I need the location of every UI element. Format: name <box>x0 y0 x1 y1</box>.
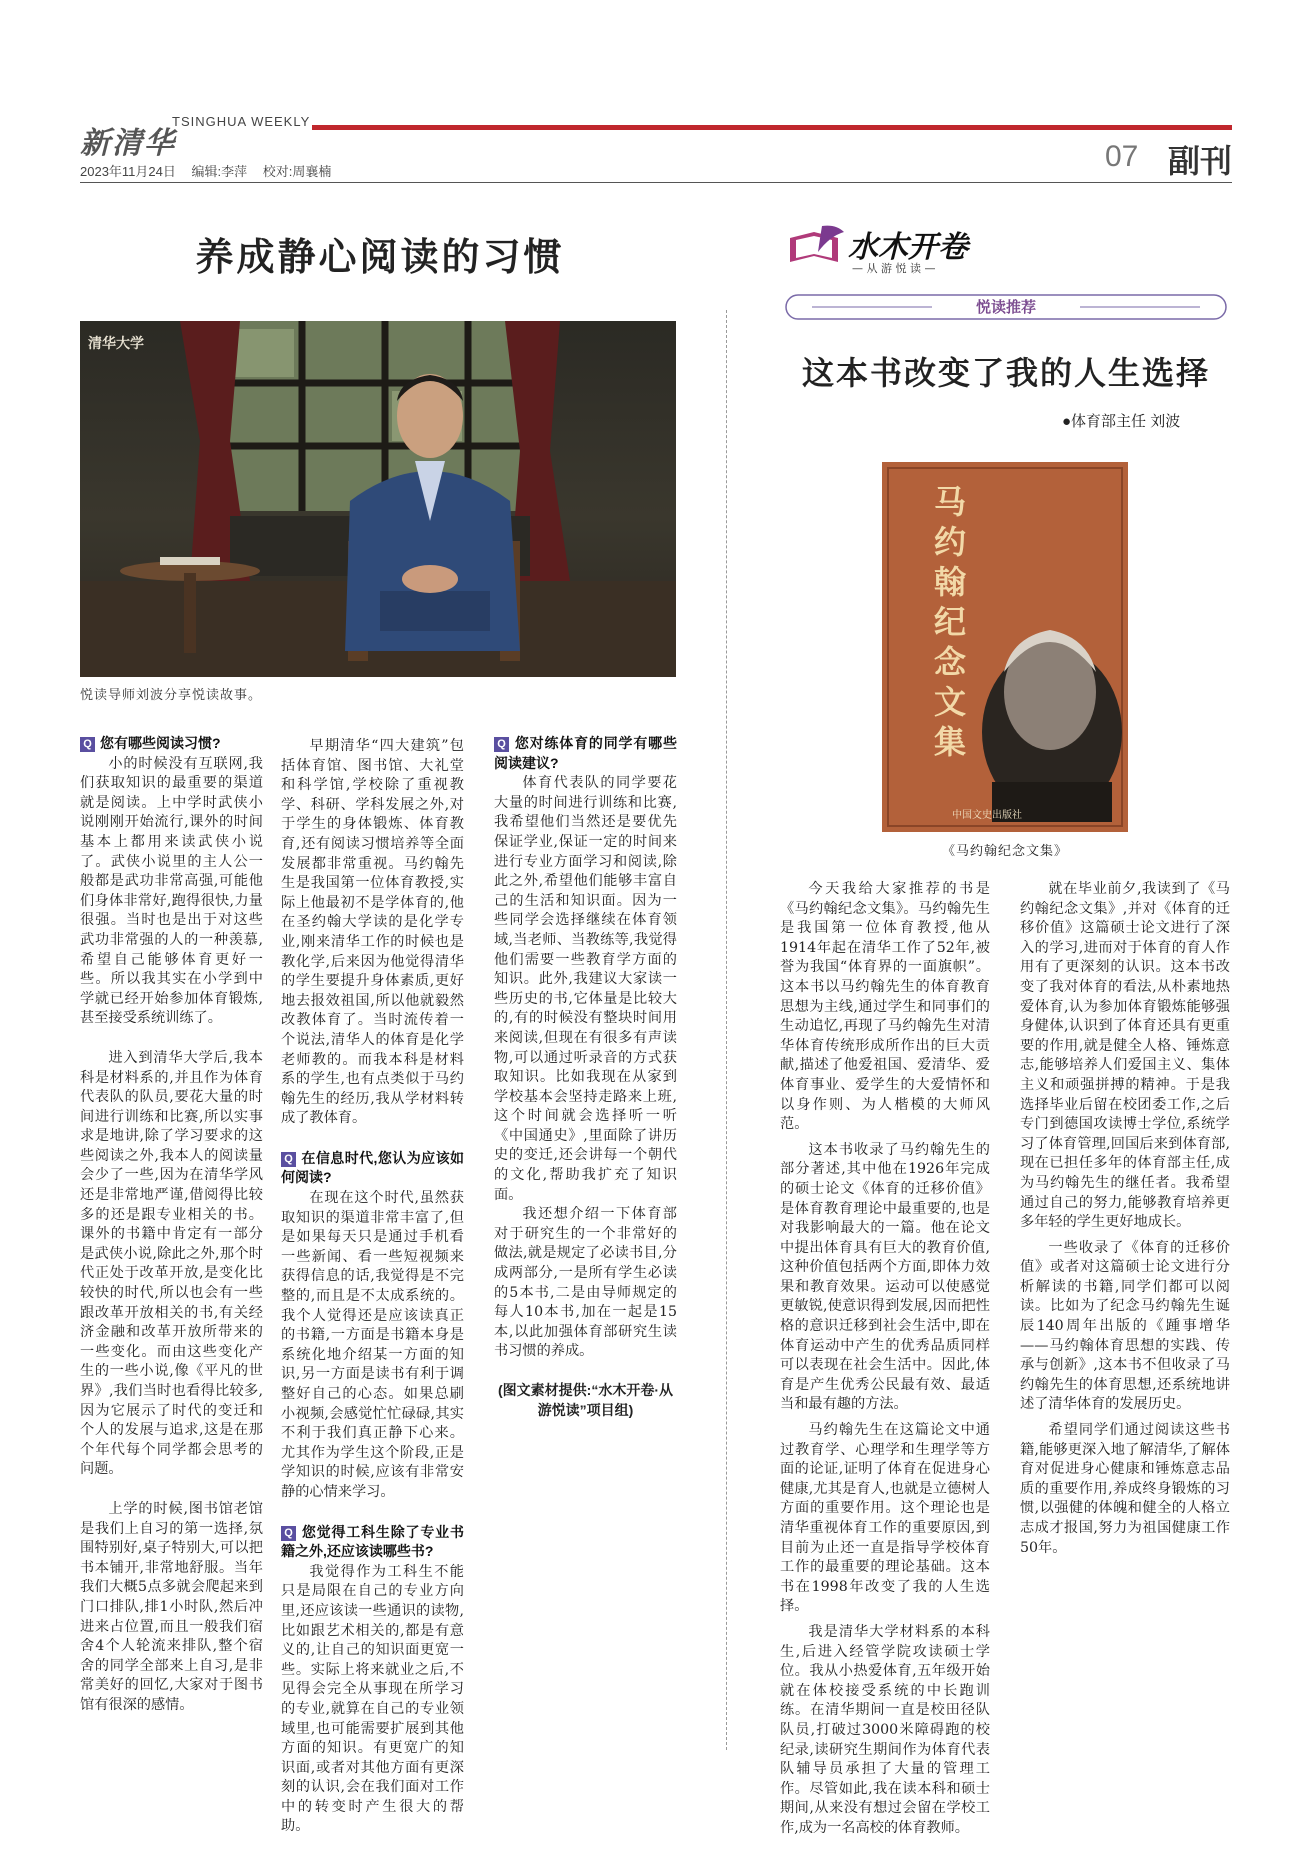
left-column-2 <box>281 734 464 1837</box>
question-heading <box>494 734 677 773</box>
issue-date: 2023年11月24日 <box>80 164 176 179</box>
question-icon: Q <box>494 737 509 752</box>
book-caption: 《马约翰纪念文集》 <box>941 844 1068 859</box>
question-text: 您对练体育的同学有哪些阅读建议? <box>494 735 677 771</box>
masthead-divider <box>80 182 1232 183</box>
photo-watermark: 清华大学 <box>88 336 144 352</box>
question-heading <box>80 734 263 754</box>
interview-photo-illustration <box>80 321 676 677</box>
right-column-2 <box>1020 880 1230 1558</box>
paragraph: 体育代表队的同学要花大量的时间进行训练和比赛,我希望他们当然还是要优先保证学业,保证一定的时间来进行专业方面学习和阅读,除此之外,希望他们能够丰富自己的生活和知识面。因为一些同学会选择继续在体育领域,当老师、当教练等,我觉得他们需要一些教育学方面的知识。此外,我建议大家读一些历史的书,它体量是比较大的,有的时候没有整块时间用来阅读,但现在有很多有声读物,可以通过听录音的方式获取知识。比如我现在从家到学校基本会坚持走路来上班,这个时间就会选择听一听《中国通史》,里面除了讲历史的变迁,还会讲每一个朝代的文化,帮助我扩充了知识面。 <box>494 775 677 1203</box>
question-heading <box>281 1149 464 1188</box>
question-heading <box>281 1523 464 1562</box>
image-credit: (图文素材提供:“水木开卷·从游悦读”项目组) <box>498 1382 673 1418</box>
question-text: 您觉得工科生除了专业书籍之外,还应该读哪些书? <box>281 1523 464 1560</box>
question-text: 您有哪些阅读习惯? <box>100 735 221 751</box>
paragraph: 这本书收录了马约翰先生的部分著述,其中他在1926年完成的硕士论文《体育的迁移价值》是体育教育理论中最重要的,也是对我影响最大的一篇。他在论文中提出体育具有巨大的教育价值,这种价值包括两个方面,即体力效果和教育效果。运动可以使感觉更敏锐,使意识得到发展,因而把性格的意识迁移到社会生活中,即在体育运动中产生的优秀品质同样可以表现在社会生活中。因此,体育是产生优秀公民最有效、最适当和最有趣的方法。 <box>780 1141 990 1413</box>
paragraph: 上学的时候,图书馆老馆是我们上自习的第一选择,氛围特别好,桌子特别大,可以把书本铺开,非常地舒服。当年我们大概5点多就会爬起来到门口排队,排1小时队,然后冲进来占位置,而且一般我们宿舍4个人轮流来排队,整个宿舍的同学全部来上自习,是非常美好的回忆,大家对于图书馆有很深的感情。 <box>80 1500 263 1713</box>
question-icon: Q <box>281 1526 296 1541</box>
book-cover <box>882 462 1128 832</box>
paragraph: 进入到清华大学后,我本科是材料系的,并且作为体育代表队的队员,要花大量的时间进行训练和比赛,所以实事求是地讲,除了学习要求的这些阅读之外,我本人的阅读量会少了一些,因为在清华学风还是非常地严谨,借阅得比较多的还是跟专业相关的书。课外的书籍中肯定有一部分是武侠小说,除此之外,那个时代正处于改革开放,是变化比较快的时代,所以也会有一些跟改革开放相关的书,有关经济金融和改革开放所带来的一些变化。而由这些变化产生的一些小说,像《平凡的世界》,我们当时也看得比较多,因为它展示了时代的变迁和个人的发展与追求,这是在那个年代每个同学都会思考的问题。 <box>80 1049 263 1478</box>
right-article-title: 这本书改变了我的人生选择 <box>801 354 1210 392</box>
brand-name: 水木开卷 <box>848 230 968 265</box>
byline: ●体育部主任 刘波 <box>1062 413 1181 430</box>
left-column-3 <box>494 734 677 1420</box>
column-divider <box>726 310 727 1750</box>
book-publisher: 中国文史出版社 <box>952 810 1022 821</box>
paragraph: 小的时候没有互联网,我们获取知识的最重要的渠道就是阅读。上中学时武侠小说刚刚开始流行,课外的时间基本上都用来读武侠小说了。武侠小说里的主人公一般都是武功非常高强,可能他们身体非常好,跑得很快,力量很强。当时也是出于对这些武功非常强的人的一种羡慕,希望自己能够体育更好一些。所以我其实在小学到中学就已经开始参加体育锻炼,甚至接受系统训练了。 <box>80 755 263 1027</box>
paragraph: 在现在这个时代,虽然获取知识的渠道非常丰富了,但是如果每天只是通过手机看一些新闻、看一些短视频来获得信息的话,我觉得是不完整的,而且是不太成系统的。我个人觉得还是应该读真正的书籍,一方面是书籍本身是系统化地介绍某一方面的知识,另一方面是读书有利于调整好自己的心态。如果总刷小视频,会感觉忙忙碌碌,其实不利于我们真正静下心来。尤其作为学生这个阶段,正是学知识的时候,应该有非常安静的心情来学习。 <box>281 1190 464 1500</box>
question-icon: Q <box>281 1152 296 1167</box>
page-number: 07 <box>1105 140 1139 173</box>
paragraph: 今天我给大家推荐的书是《马约翰纪念文集》。马约翰先生是我国第一位体育教授,他从1914年起在清华工作了52年,被誉为我国“体育界的一面旗帜”。这本书以马约翰先生的体育教育思想为主线,通过学生和同事们的生动追忆,再现了马约翰先生对清华体育传统形成所作出的巨大贡献,描述了他爱祖国、爱清华、爱体育事业、爱学生的大爱情怀和以身作则、为人楷模的大师风范。 <box>780 881 990 1133</box>
editor-credit: 编辑:李萍 <box>191 164 248 179</box>
paragraph: 就在毕业前夕,我读到了《马约翰纪念文集》,并对《体育的迁移价值》这篇硕士论文进行了深入的学习,进而对于体育的育人作用有了更深刻的认识。这本书改变了我对体育的看法,从朴素地热爱体育,认为参加体育锻炼能够强身健体,认识到了体育还具有更重要的作用,就是健全人格、锤炼意志,能够培养人们爱国主义、集体主义和顽强拼搏的精神。于是我选择毕业后留在校团委工作,之后专门到德国攻读博士学位,系统学习了体育管理,回国后来到体育部,现在已担任多年的体育部主任,成为马约翰先生的继任者。我希望通过自己的努力,能够教育培养更多年轻的学生更好地成长。 <box>1020 881 1230 1231</box>
question-icon: Q <box>80 737 95 752</box>
newspaper-logo: 新清华 <box>80 126 176 161</box>
book-title-vertical: 马约翰纪念文集 <box>934 483 967 761</box>
newspaper-logo-english: TSINGHUA WEEKLY <box>172 114 311 129</box>
paragraph: 马约翰先生在这篇论文中通过教育学、心理学和生理学等方面的论证,证明了体育在促进身心健康,尤其是育人,也就是立德树人方面的重要作用。这个理论也是清华重视体育工作的重要原因,到目前为止还一直是指导学校体育工作的最重要的理论基础。这本书在1998年改变了我的人生选择。 <box>780 1422 990 1615</box>
paragraph: 一些收录了《体育的迁移价值》或者对这篇硕士论文进行分析解读的书籍,同学们都可以阅读。比如为了纪念马约翰先生诞辰140周年出版的《踵事增华——马约翰体育思想的实践、传承与创新》,这本书不但收录了马约翰先生的体育思想,还系统地讲述了清华体育的发展历史。 <box>1020 1239 1230 1413</box>
masthead-red-rule <box>312 125 1232 130</box>
question-text: 在信息时代,您认为应该如何阅读? <box>281 1149 464 1186</box>
brand-subtitle: — 从 游 悦 读 — <box>852 262 936 275</box>
book-cover-illustration <box>882 462 1128 832</box>
book-feather-icon <box>786 222 846 268</box>
paragraph: 早期清华“四大建筑”包括体育馆、图书馆、大礼堂和科学馆,学校除了重视教学、科研、学科发展之外,对于学生的身体锻炼、体育教育,还有阅读习惯培养等全面发展都非常重视。马约翰先生是我国第一位体育教授,实际上他最初不是学体育的,他在圣约翰大学读的是化学专业,刚来清华工作的时候也是教化学,后来因为他觉得清华的学生要提升身体素质,更好地去报效祖国,所以他就毅然改教体育了。当时流传着一个说法,清华人的体育是化学老师教的。而我本科是材料系的学生,也有点类似于马约翰先生的经历,我从学材料转成了教体育。 <box>281 738 464 1127</box>
interview-photo <box>80 321 676 677</box>
paragraph: 希望同学们通过阅读这些书籍,能够更深入地了解清华,了解体育对促进身心健康和锤炼意志品质的重要作用,养成终身锻炼的习惯,以强健的体魄和健全的人格立志成才报国,努力为祖国健康工作50年。 <box>1020 1422 1230 1556</box>
left-column-1 <box>80 734 263 1716</box>
paragraph: 我是清华大学材料系的本科生,后进入经管学院攻读硕士学位。我从小热爱体育,五年级开始就在体校接受系统的中长跑训练。在清华期间一直是校田径队队员,打破过3000米障碍跑的校纪录,读研究生期间作为体育代表队辅导员承担了大量的管理工作。尽管如此,我在读本科和硕士期间,从来没有想过会留在学校工作,成为一名高校的体育教师。 <box>780 1623 990 1836</box>
paragraph: 我还想介绍一下体育部对于研究生的一个非常好的做法,就是规定了必读书目,分成两部分,一是所有学生必读的5本书,二是由导师规定的每人10本书,加在一起是15本,以此加强体育部研究生读书习惯的养成。 <box>494 1206 677 1360</box>
page-section: 副刊 <box>1168 142 1233 180</box>
photo-caption: 悦读导师刘波分享悦读故事。 <box>80 688 263 703</box>
banner-label: 悦读推荐 <box>975 298 1036 316</box>
paragraph: 我觉得作为工科生不能只是局限在自己的专业方向里,还应该读一些通识的读物,比如跟艺术相关的,都是有意义的,让自己的知识面更宽一些。实际上将来就业之后,不见得会完全从事现在所学习的专业,就算在自己的专业领域里,也可能需要扩展到其他方面的知识。有更宽广的知识面,或者对其他方面有更深刻的认识,会在我们面对工作中的转变时产生很大的帮助。 <box>281 1563 464 1835</box>
issue-meta <box>80 161 343 180</box>
column-brand-logo <box>786 222 986 275</box>
recommend-banner <box>782 292 1230 322</box>
right-column-1 <box>780 880 990 1839</box>
left-article-title: 养成静心阅读的习惯 <box>195 234 565 279</box>
proofreader-credit: 校对:周襄楠 <box>262 164 332 179</box>
